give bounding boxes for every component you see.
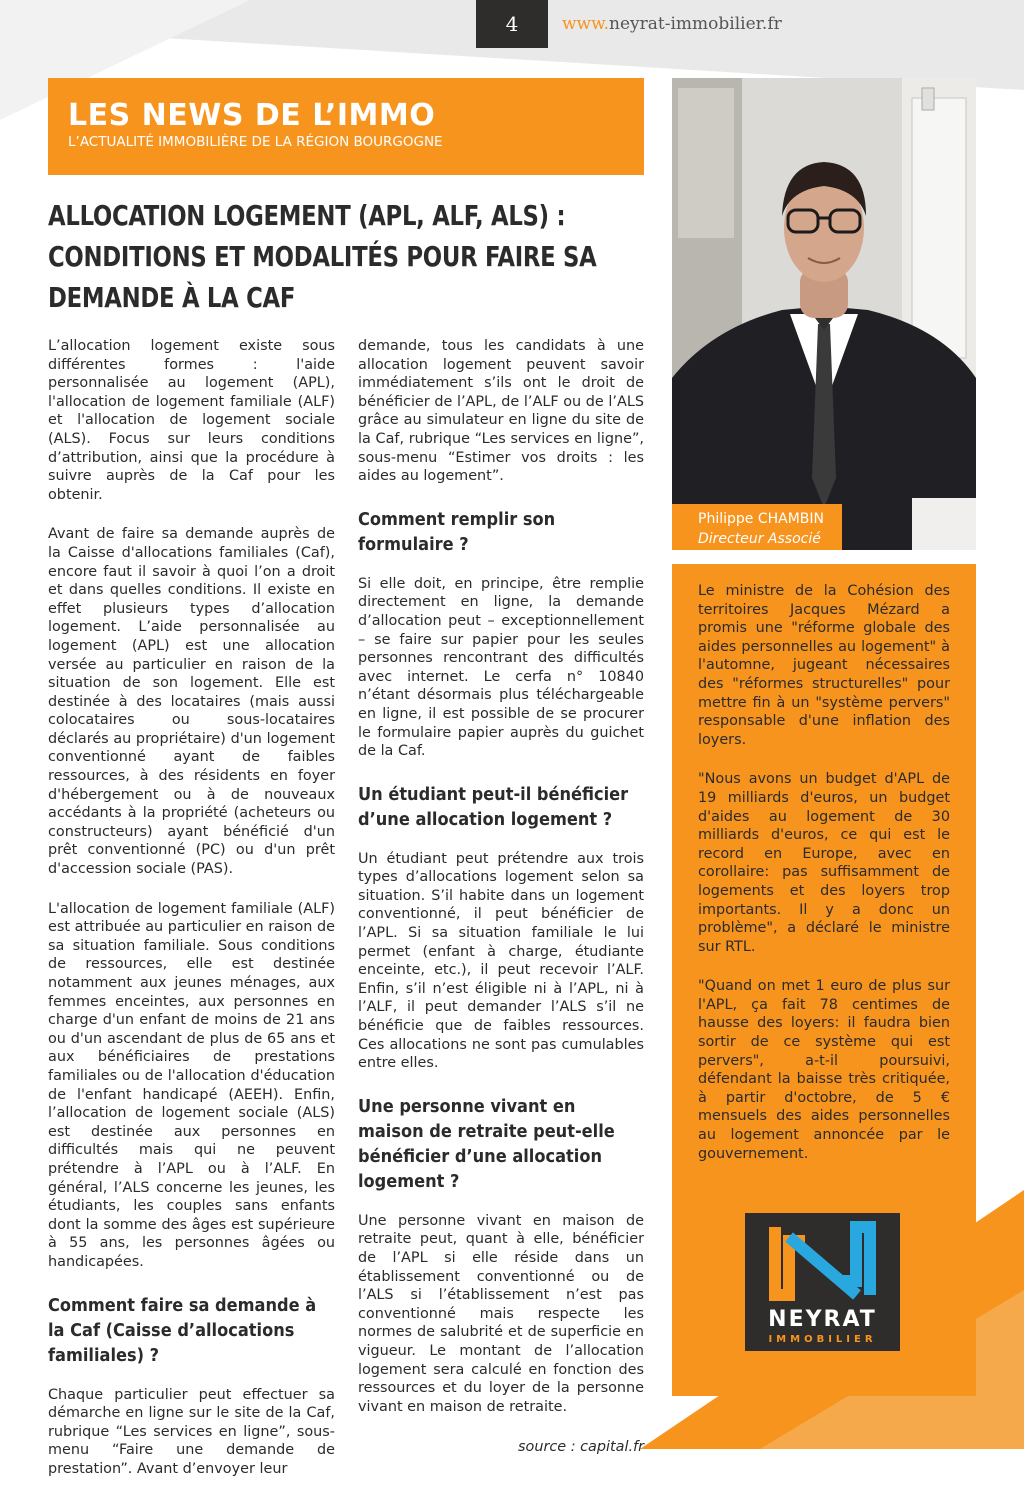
profile-name: Philippe CHAMBIN	[698, 511, 824, 527]
article-headline: ALLOCATION LOGEMENT (APL, ALF, ALS) : CONDITIONS ET MODALITÉS POUR FAIRE SA DEMANDE À LA CAF	[48, 200, 597, 314]
article-column-2	[358, 337, 644, 1457]
article-source: source : capital.fr	[518, 1439, 644, 1456]
sidebar-paragraph: Le ministre de la Cohésion des territoires Jacques Mézard a promis une "réforme globale des aides personnelles au logement" à l'automne, jugeant nécessaires des "réformes structurelles" pour mettre fin à un "système pervers" responsable d'une inflation des loyers.	[698, 583, 950, 748]
site-url[interactable]	[562, 14, 782, 34]
banner-subtitle: L’ACTUALITÉ IMMOBILIÈRE DE LA RÉGION BOURGOGNE	[68, 134, 443, 150]
section-heading-retraite: Une personne vivant en maison de retraite peut-elle bénéficier d’une allocation logement ?	[358, 1095, 615, 1192]
page-number: 4	[476, 0, 548, 48]
article-paragraph: Chaque particulier peut effectuer sa démarche en ligne sur le site de la Caf, rubrique “Les services en ligne”, sous-menu “Faire une demande de prestation”. Avant d’envoyer leur	[48, 1386, 335, 1477]
site-url-domain: neyrat-immobilier.fr	[609, 14, 782, 34]
profile-photo	[672, 78, 976, 550]
article-column-1	[48, 337, 335, 1499]
sidebar-paragraph: "Nous avons un budget d'APL de 19 milliards d'euros, un budget d'aides au logement de 30 milliards d'euros, ce qui est le record en Europe, avec en corollaire: pas suffisamment de logements et des loyers trop importants. Il y a donc un problème", a déclaré le ministre sur RTL.	[698, 771, 950, 955]
article-intro: L’allocation logement existe sous différentes formes : l'aide personnalisée au logement (APL), l'allocation de logement familiale (ALF) et l'allocation de logement sociale (ALS). Focus sur leurs conditions d’attribution, ainsi que la procédure à suivre auprès de la Caf pour les obtenir.	[48, 338, 335, 503]
sidebar-paragraph: "Quand on met 1 euro de plus sur l'APL, ça fait 78 centimes de hausse des loyers: il faudra bien sortir de ce système qui est pervers", a-t-il poursuivi, défendant la baisse très critiquée, à partir d'octobre, de 5 € mensuels des aides personnelles au logement annoncée par le gouvernement.	[698, 978, 950, 1162]
article-paragraph: demande, tous les candidats à une allocation logement peuvent savoir immédiatement s’ils ont le droit de bénéficier de l’APL, de l’ALF ou de l’ALS grâce au simulateur en ligne du site de la Caf, rubrique “Les services en ligne”, sous-menu “Estimer vos droits : les aides au logement”.	[358, 338, 644, 485]
article-paragraph: Une personne vivant en maison de retraite peut, quant à elle, bénéficier de l’APL si elle réside dans un établissement conventionné ou de l’ALS si l’établissement n’est pas conventionné mais respecte les normes de salubrité et de superficie en vigueur. Le montant de l’allocation logement sera calculé en fonction des ressources et du loyer de la personne vivant en maison de retraite.	[358, 1212, 644, 1415]
neyrat-logo	[745, 1213, 900, 1351]
section-banner	[48, 78, 644, 175]
article-paragraph: Si elle doit, en principe, être remplie directement en ligne, la demande d’allocation peut – exceptionnellement – se faire sur papier pour les seules personnes rencontrant des difficultés avec internet. Le cerfa n° 10840 n’étant désormais plus téléchargeable en ligne, il est possible de se procurer le formulaire papier auprès du guichet de la Caf.	[358, 575, 644, 760]
article-paragraph: Avant de faire sa demande auprès de la Caisse d'allocations familiales (Caf), encore faut il savoir à quoi l’on a droit et dans quelles conditions. Il existe en effet plusieurs types d’allocation logement. L’aide personnalisée au logement (APL) est une allocation versée au particulier en raison de la situation de son logement. Elle est destinée à des locataires (mais aussi colocataires ou sous-locataires déclarés au propriétaire) d'un logement conventionné ayant de faibles ressources, à des résidents en foyer d'hébergement ou à de nouveaux accédants à la propriété (acheteurs ou constructeurs) ayant bénéficié d'un prêt conventionné (PC) ou d'un prêt d'accession sociale (PAS).	[48, 526, 335, 878]
logo-tagline: IMMOBILIER	[768, 1334, 877, 1345]
section-heading-etudiant: Un étudiant peut-il bénéficier d’une allocation logement ?	[358, 783, 629, 830]
banner-title: LES NEWS DE L’IMMO	[68, 98, 436, 133]
profile-role: Directeur Associé	[698, 531, 821, 547]
profile-caption	[672, 504, 842, 550]
article-paragraph: L'allocation de logement familiale (ALF) est attribuée au particulier en raison de sa situation familiale. Sous conditions de ressources, elle est destinée notamment aux jeunes ménages, aux femmes enceintes, aux personnes en charge d'un enfant de moins de 21 ans ou d'un ascendant de plus de 65 ans et aux bénéficiaires de prestations familiales ou de l'allocation d'éducation de l'enfant handicapé (AEEH). Enfin, l’allocation de logement sociale (ALS) est destinée aux personnes en difficultés mais qui ne peuvent prétendre à l’APL ou à l’ALF. En général, l’ALS concerne les jeunes, les étudiants, les couples sans enfants dont la somme des âges est supérieure à 55 ans, les personnes âgées ou handicapées.	[48, 900, 335, 1270]
logo-name: NEYRAT	[768, 1307, 877, 1332]
section-heading-demande: Comment faire sa demande à la Caf (Caisse d’allocations familiales) ?	[48, 1294, 317, 1366]
section-heading-formulaire: Comment remplir son formulaire ?	[358, 508, 556, 555]
site-url-prefix: www.	[562, 14, 610, 34]
article-paragraph: Un étudiant peut prétendre aux trois types d’allocations logement selon sa situation. S’il habite dans un logement conventionné, il peut bénéficier de l’APL. Si sa situation familiale le lui permet (enfant à charge, étudiante enceinte, etc.), il peut recevoir l’ALF. Enfin, s’il n’est éligible ni à l’APL, ni à l’ALF, il peut demander l’ALS s’il ne bénéficie que de faibles ressources. Ces allocations ne sont pas cumulables entre elles.	[358, 850, 644, 1072]
